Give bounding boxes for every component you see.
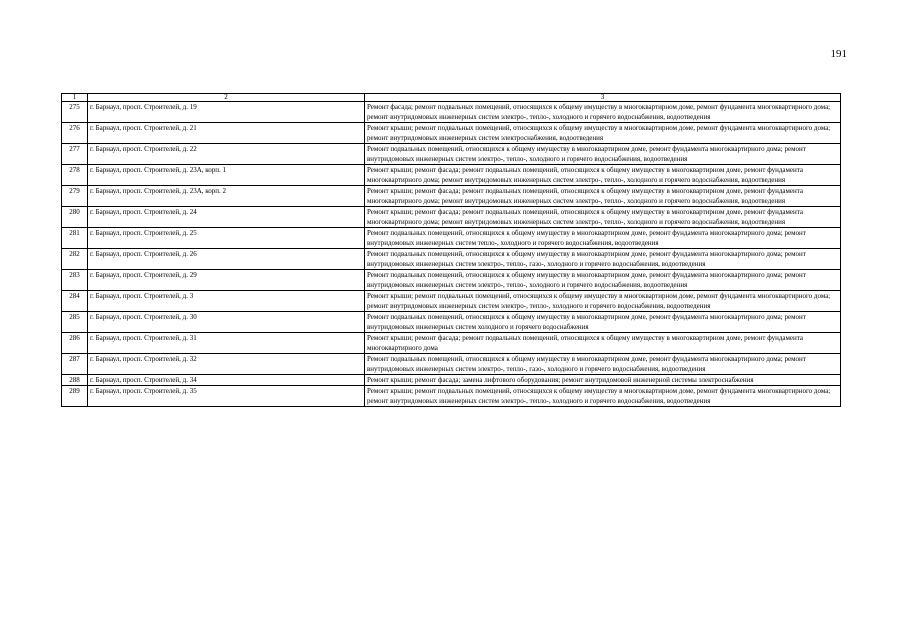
address-cell: г. Барнаул, просп. Строителей, д. 32 (88, 354, 365, 375)
row-number-cell: 289 (62, 386, 88, 407)
table-row (62, 165, 841, 186)
works-cell: Ремонт крыши; ремонт подвальных помещений, относящихся к общему имуществу в многоквартирном доме, ремонт фундамента многоквартирного дома; ремонт внутридомовых инженерных систем электро-, тепло-, холодного и горячего водоснабжения, водоотведения (365, 386, 841, 407)
table-header-row (62, 94, 841, 102)
address-cell: г. Барнаул, просп. Строителей, д. 22 (88, 144, 365, 165)
row-number-cell: 278 (62, 165, 88, 186)
page-number: 191 (830, 48, 847, 60)
header-col-3: 3 (365, 94, 841, 102)
row-number-cell: 283 (62, 270, 88, 291)
row-number-cell: 285 (62, 312, 88, 333)
table-row (62, 144, 841, 165)
works-cell: Ремонт подвальных помещений, относящихся к общему имуществу в многоквартирном доме, ремонт фундамента многоквартирного дома; ремонт внутридомовых инженерных систем холодного и горячего водоснабжения (365, 312, 841, 333)
works-cell: Ремонт подвальных помещений, относящихся к общему имуществу в многоквартирном доме, ремонт фундамента многоквартирного дома; ремонт внутридомовых инженерных систем электро-, тепло-, газо-, холодного и горячего водоснабжения, водоотведения (365, 249, 841, 270)
address-cell: г. Барнаул, просп. Строителей, д. 31 (88, 333, 365, 354)
row-number-cell: 281 (62, 228, 88, 249)
works-cell: Ремонт крыши; ремонт фасада; замена лифтового оборудования; ремонт внутридомовой инженерной системы электроснабжения (365, 375, 841, 386)
table-row (62, 354, 841, 375)
row-number-cell: 284 (62, 291, 88, 312)
table-row (62, 375, 841, 386)
table-row (62, 249, 841, 270)
table-row (62, 291, 841, 312)
table-row (62, 207, 841, 228)
works-cell: Ремонт крыши; ремонт фасада; ремонт подвальных помещений, относящихся к общему имуществу в многоквартирном доме, ремонт фундамента многоквартирного дома (365, 333, 841, 354)
row-number-cell: 276 (62, 123, 88, 144)
works-cell: Ремонт подвальных помещений, относящихся к общему имуществу в многоквартирном доме, ремонт фундамента многоквартирного дома; ремонт внутридомовых инженерных систем электро-, тепло-, холодного и горячего водоснабжения, водоотведения (365, 144, 841, 165)
address-cell: г. Барнаул, просп. Строителей, д. 29 (88, 270, 365, 291)
works-cell: Ремонт крыши; ремонт фасада; ремонт подвальных помещений, относящихся к общему имуществу в многоквартирном доме, ремонт фундамента многоквартирного дома; ремонт внутридомовых инженерных систем электро-, тепло-, холодного и горячего водоснабжения, водоотведения (365, 207, 841, 228)
works-cell: Ремонт крыши; ремонт фасада; ремонт подвальных помещений, относящихся к общему имуществу в многоквартирном доме, ремонт фундамента многоквартирного дома; ремонт внутридомовых инженерных систем электро-, тепло-, холодного и горячего водоснабжения, водоотведения (365, 165, 841, 186)
works-cell: Ремонт фасада; ремонт подвальных помещений, относящихся к общему имуществу в многоквартирном доме, ремонт фундамента многоквартирного дома; ремонт внутридомовых инженерных систем электро-, тепло-, холодного и горячего водоснабжения, водоотведения (365, 102, 841, 123)
table-row (62, 186, 841, 207)
address-cell: г. Барнаул, просп. Строителей, д. 30 (88, 312, 365, 333)
header-col-1: 1 (62, 94, 88, 102)
address-cell: г. Барнаул, просп. Строителей, д. 21 (88, 123, 365, 144)
works-cell: Ремонт крыши; ремонт фасада; ремонт подвальных помещений, относящихся к общему имуществу в многоквартирном доме, ремонт фундамента многоквартирного дома; ремонт внутридомовых инженерных систем электро-, тепло-, холодного и горячего водоснабжения, водоотведения (365, 186, 841, 207)
address-cell: г. Барнаул, просп. Строителей, д. 35 (88, 386, 365, 407)
works-cell: Ремонт крыши; ремонт подвальных помещений, относящихся к общему имуществу в многоквартирном доме, ремонт фундамента многоквартирного дома; ремонт внутридомовых инженерных систем электроснабжения, водоотведения (365, 123, 841, 144)
table-row (62, 270, 841, 291)
table-row (62, 102, 841, 123)
address-cell: г. Барнаул, просп. Строителей, д. 26 (88, 249, 365, 270)
table-row (62, 123, 841, 144)
address-cell: г. Барнаул, просп. Строителей, д. 23А, корп. 1 (88, 165, 365, 186)
address-cell: г. Барнаул, просп. Строителей, д. 25 (88, 228, 365, 249)
works-cell: Ремонт подвальных помещений, относящихся к общему имуществу в многоквартирном доме, ремонт фундамента многоквартирного дома; ремонт внутридомовых инженерных систем электро-, тепло-, газо-, холодного и горячего водоснабжения, водоотведения (365, 354, 841, 375)
row-number-cell: 282 (62, 249, 88, 270)
table-row (62, 333, 841, 354)
row-number-cell: 287 (62, 354, 88, 375)
address-cell: г. Барнаул, просп. Строителей, д. 3 (88, 291, 365, 312)
table-row (62, 312, 841, 333)
row-number-cell: 280 (62, 207, 88, 228)
address-cell: г. Барнаул, просп. Строителей, д. 24 (88, 207, 365, 228)
address-cell: г. Барнаул, просп. Строителей, д. 19 (88, 102, 365, 123)
works-cell: Ремонт крыши; ремонт подвальных помещений, относящихся к общему имуществу в многоквартирном доме, ремонт фундамента многоквартирного дома; ремонт внутридомовых инженерных систем электро-, тепло-, холодного и горячего водоснабжения, водоотведения (365, 291, 841, 312)
row-number-cell: 277 (62, 144, 88, 165)
works-cell: Ремонт подвальных помещений, относящихся к общему имуществу в многоквартирном доме, ремонт фундамента многоквартирного дома; ремонт внутридомовых инженерных систем тепло-, холодного и горячего водоснабжения, водоотведения (365, 228, 841, 249)
row-number-cell: 288 (62, 375, 88, 386)
registry-table (61, 93, 841, 407)
row-number-cell: 275 (62, 102, 88, 123)
table-row (62, 228, 841, 249)
header-col-2: 2 (88, 94, 365, 102)
address-cell: г. Барнаул, просп. Строителей, д. 34 (88, 375, 365, 386)
works-cell: Ремонт подвальных помещений, относящихся к общему имуществу в многоквартирном доме, ремонт фундамента многоквартирного дома; ремонт внутридомовых инженерных систем электро-, тепло-, холодного и горячего водоснабжения, водоотведения (365, 270, 841, 291)
row-number-cell: 279 (62, 186, 88, 207)
address-cell: г. Барнаул, просп. Строителей, д. 23А, корп. 2 (88, 186, 365, 207)
table-row (62, 386, 841, 407)
row-number-cell: 286 (62, 333, 88, 354)
